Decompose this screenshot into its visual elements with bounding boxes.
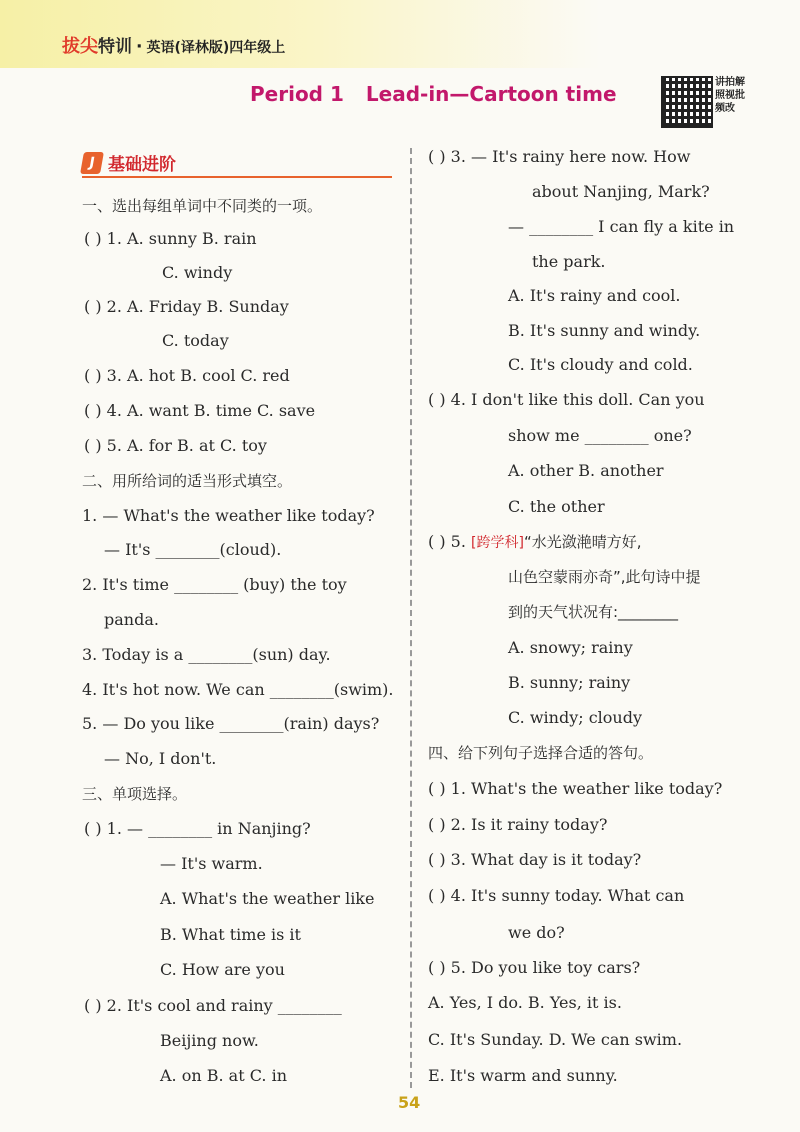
page-title (250, 82, 617, 106)
part2-question-5: 5. — Do you like ________(rain) days? (82, 714, 380, 733)
period-label: Period 1 (250, 82, 344, 106)
part3-question-4-options-ab: A. other B. another (508, 461, 664, 480)
part1-question-1-option-c: C. windy (162, 263, 233, 282)
part3-question-3-reply-cont: the park. (532, 252, 606, 271)
part3-question-4: ( ) 4. I don't like this doll. Can you (428, 390, 705, 409)
part2-question-1-answer: — It's ________(cloud). (104, 540, 282, 559)
part2-question-5-answer: — No, I don't. (104, 749, 217, 768)
part2-question-2-cont: panda. (104, 610, 159, 629)
poem-line-2: 山色空蒙雨亦奇”,此句诗中提 (508, 568, 701, 586)
part1-question-3: ( ) 3. A. hot B. cool C. red (84, 366, 290, 385)
poem-line-1: “水光潋滟晴方好, (523, 533, 642, 551)
part4-question-4-cont: we do? (508, 923, 565, 942)
part3-question-1-reply: — It's warm. (160, 854, 263, 873)
part4-answers-ab: A. Yes, I do. B. Yes, it is. (428, 993, 622, 1012)
brand-main: 拔尖 (62, 36, 98, 57)
part1-title: 一、选出每组单词中不同类的一项。 (82, 197, 323, 215)
section-header (82, 150, 176, 175)
part3-question-5-option-b: B. sunny; rainy (508, 673, 631, 692)
part3-question-3-option-a: A. It's rainy and cool. (508, 286, 681, 305)
part3-question-3-option-c: C. It's cloudy and cold. (508, 355, 693, 374)
section-underline (82, 176, 392, 178)
part1-question-2-option-c: C. today (162, 331, 229, 350)
part3-question-2-cont: Beijing now. (160, 1031, 259, 1050)
part3-question-3-cont: about Nanjing, Mark? (532, 182, 710, 201)
part3-question-4-option-c: C. the other (508, 497, 605, 516)
part1-question-4: ( ) 4. A. want B. time C. save (84, 401, 316, 420)
qr-label: 讲拍解照视批频改 (715, 77, 745, 114)
part3-question-5-option-c: C. windy; cloudy (508, 708, 643, 727)
part3-question-4-cont: show me ________ one? (508, 426, 692, 445)
part4-answers-cd: C. It's Sunday. D. We can swim. (428, 1030, 683, 1049)
part1-question-1: ( ) 1. A. sunny B. rain (84, 229, 257, 248)
brand-header (62, 32, 285, 58)
part2-question-1: 1. — What's the weather like today? (82, 506, 375, 525)
part4-question-2: ( ) 2. Is it rainy today? (428, 815, 608, 834)
part2-question-4: 4. It's hot now. We can ________(swim). (82, 680, 394, 699)
part2-title: 二、用所给词的适当形式填空。 (82, 472, 293, 490)
qr-code-icon[interactable] (661, 76, 713, 128)
part3-question-5-option-a: A. snowy; rainy (508, 638, 633, 657)
brand-second: 特训 (98, 37, 132, 57)
part3-question-1-option-a: A. What's the weather like (160, 889, 375, 908)
part4-question-3: ( ) 3. What day is it today? (428, 850, 642, 869)
pencil-badge-icon: J (80, 152, 104, 174)
column-divider (410, 148, 412, 1088)
part4-question-4: ( ) 4. It's sunny today. What can (428, 886, 685, 905)
part4-question-5: ( ) 5. Do you like toy cars? (428, 958, 641, 977)
part3-question-2: ( ) 2. It's cool and rainy ________ (84, 996, 342, 1015)
page-number: 54 (398, 1093, 421, 1112)
part4-answer-e: E. It's warm and sunny. (428, 1066, 618, 1085)
poem-question: 到的天气状况有:________ (508, 603, 679, 621)
part4-question-1: ( ) 1. What's the weather like today? (428, 779, 723, 798)
part2-question-2: 2. It's time ________ (buy) the toy (82, 575, 347, 594)
part3-question-3: ( ) 3. — It's rainy here now. How (428, 147, 691, 166)
part3-title: 三、单项选择。 (82, 785, 188, 803)
question-5-prefix: ( ) 5. (428, 532, 472, 551)
part3-question-3-reply: — ________ I can fly a kite in (508, 217, 735, 236)
section-label: 基础进阶 (108, 155, 176, 175)
part4-title: 四、给下列句子选择合适的答句。 (428, 744, 654, 762)
part1-question-2: ( ) 2. A. Friday B. Sunday (84, 297, 289, 316)
part3-question-1-option-c: C. How are you (160, 960, 285, 979)
book-subtitle: 英语(译林版)四年级上 (146, 40, 286, 56)
cross-subject-tag: [跨学科] (471, 535, 524, 551)
topic-label: Lead-in—Cartoon time (365, 82, 617, 106)
part2-question-3: 3. Today is a ________(sun) day. (82, 645, 331, 664)
part3-question-1-option-b: B. What time is it (160, 925, 301, 944)
part1-question-5: ( ) 5. A. for B. at C. toy (84, 436, 267, 455)
brand-separator: · (136, 37, 143, 57)
part3-question-3-option-b: B. It's sunny and windy. (508, 321, 701, 340)
part3-question-2-options: A. on B. at C. in (160, 1066, 287, 1085)
part3-question-1: ( ) 1. — ________ in Nanjing? (84, 819, 311, 838)
part3-question-5 (428, 532, 642, 553)
